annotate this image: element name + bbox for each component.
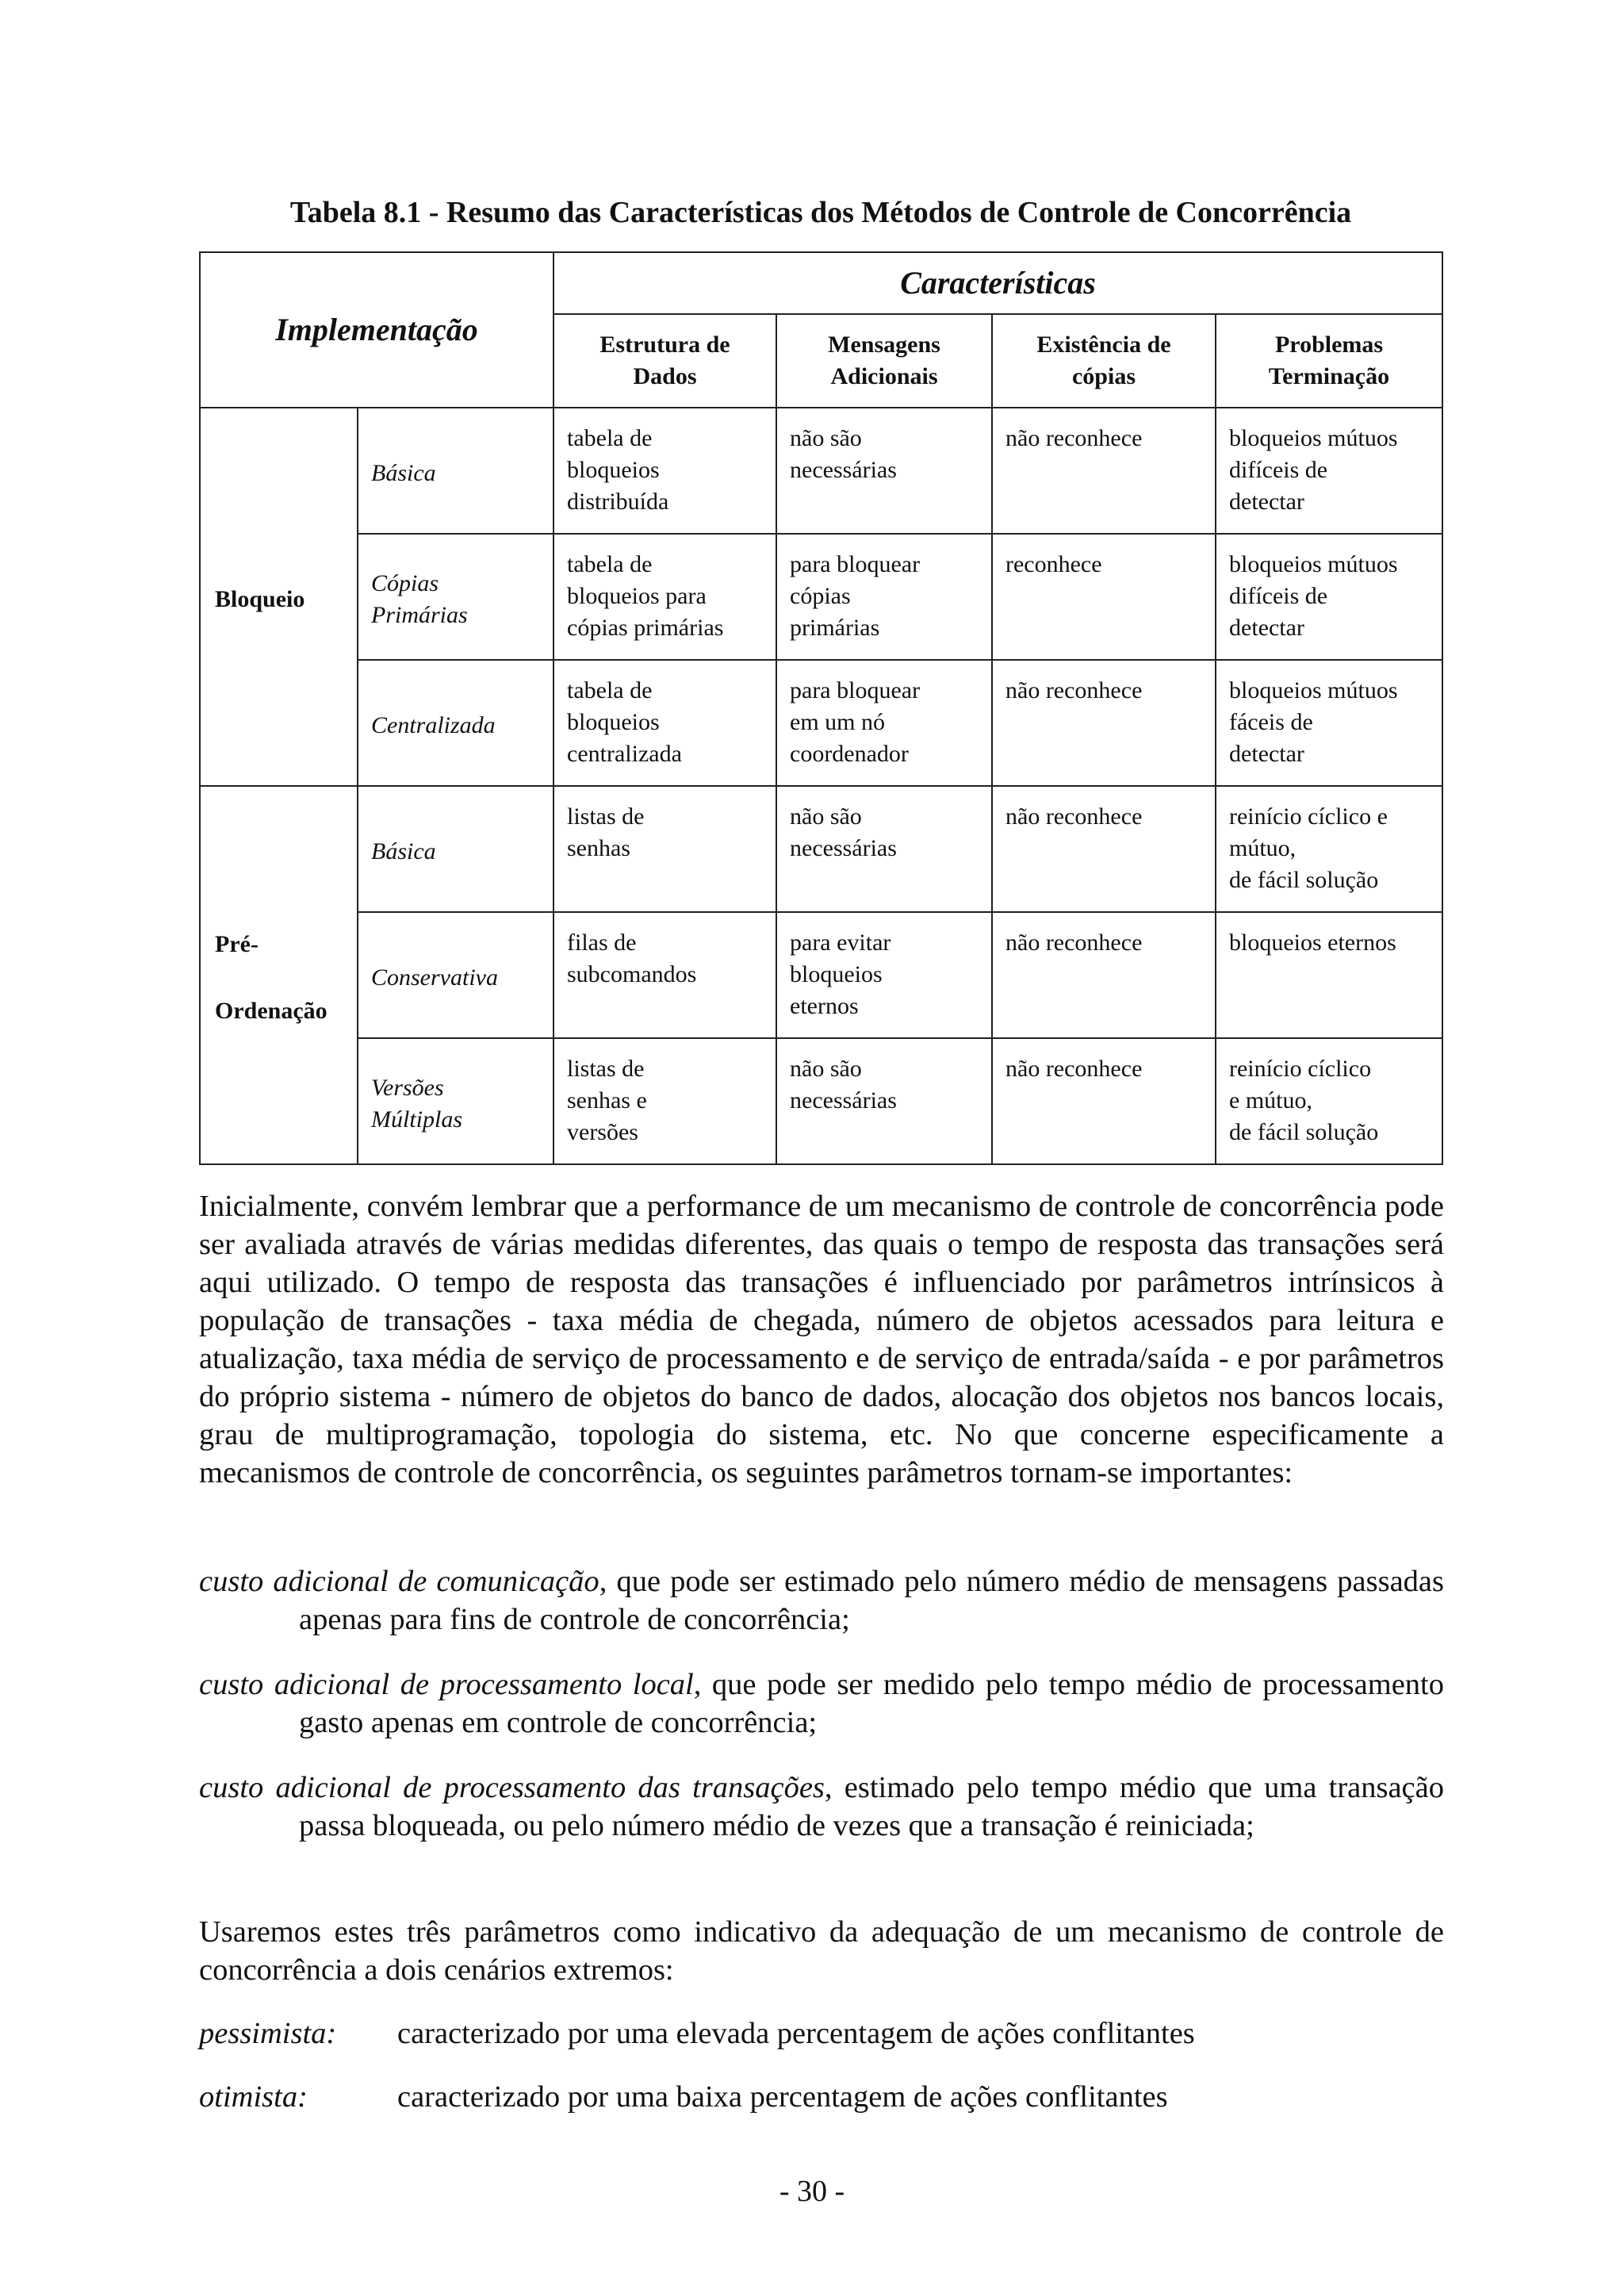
intro-paragraph: Inicialmente, convém lembrar que a performance de um mecanismo de controle de concorrência pode ser avaliada através de várias medidas diferentes, das quais o tempo de resposta das transações será aqui utilizado. O tempo de resposta das transações é influenciado por parâmetros intrínsicos à população de transações - taxa média de chegada, número de objetos acessados para leitura e atualização, taxa média de serviço de processamento e de serviço de entrada/saída - e por parâmetros do próprio sistema - número de objetos do banco de dados, alocação dos objetos nos bancos locais, grau de multiprogramação, topologia do sistema, etc. No que concerne especificamente a mecanismos de controle de concorrência, os seguintes parâmetros tornam-se importantes: xyxy=(199,1190,1444,1489)
table-cell: reinício cíclico e mútuo, de fácil solução xyxy=(1216,786,1442,912)
table-row xyxy=(200,660,1442,786)
table-cell: bloqueios eternos xyxy=(1216,912,1442,1038)
definition-item xyxy=(199,1769,1444,1845)
table-cell: reinício cíclico e mútuo, de fácil solução xyxy=(1216,1038,1442,1164)
definition-text: , estimado pelo tempo médio que uma transação passa bloqueada, ou pelo número médio de vezes que a transação é reiniciada; xyxy=(299,1771,1444,1842)
scenario-line xyxy=(199,2078,1444,2116)
table-title: Tabela 8.1 - Resumo das Características dos Métodos de Controle de Concorrência xyxy=(289,196,1352,229)
group-label-line: Pré- xyxy=(215,930,259,957)
variant-label: Básica xyxy=(358,408,553,534)
scenario-text: caracterizado por uma elevada percentagem de ações conflitantes xyxy=(397,2017,1195,2050)
table-row xyxy=(200,912,1442,1038)
definition-term: custo adicional de comunicação xyxy=(199,1565,599,1598)
table-cell: não reconhece xyxy=(992,786,1216,912)
definition-item xyxy=(199,1665,1444,1742)
table-cell: para bloquear em um nó coordenador xyxy=(776,660,992,786)
table-cell: não reconhece xyxy=(992,1038,1216,1164)
table-cell: para evitar bloqueios eternos xyxy=(776,912,992,1038)
table-cell: para bloquear cópias primárias xyxy=(776,534,992,660)
table-cell: listas de senhas xyxy=(553,786,776,912)
variant-label: Básica xyxy=(358,786,553,912)
group-label: Bloqueio xyxy=(200,408,358,786)
scenario-text: caracterizado por uma baixa percentagem de ações conflitantes xyxy=(397,2080,1168,2114)
table-cell: listas de senhas e versões xyxy=(553,1038,776,1164)
scenario-line xyxy=(199,2014,1444,2053)
definition-text: , que pode ser medido pelo tempo médio de processamento gasto apenas em controle de concorrência; xyxy=(299,1668,1444,1739)
table-cell: não são necessárias xyxy=(776,408,992,534)
column-header: Mensagens Adicionais xyxy=(776,314,992,408)
table-cell: tabela de bloqueios centralizada xyxy=(553,660,776,786)
table-cell: bloqueios mútuos fáceis de detectar xyxy=(1216,660,1442,786)
definition-text: , que pode ser estimado pelo número médio de mensagens passadas apenas para fins de controle de concorrência; xyxy=(299,1565,1444,1636)
summary-table xyxy=(199,251,1443,1165)
table-cell: bloqueios mútuos difíceis de detectar xyxy=(1216,534,1442,660)
definition-term: custo adicional de processamento local xyxy=(199,1668,694,1701)
definition-term: custo adicional de processamento das transações xyxy=(199,1771,825,1804)
table-cell: não reconhece xyxy=(992,912,1216,1038)
column-header: Existência de cópias xyxy=(992,314,1216,408)
scenario-label: otimista: xyxy=(199,2080,308,2114)
definition-item xyxy=(199,1562,1444,1639)
table-row xyxy=(200,786,1442,912)
group-label-line: Ordenação xyxy=(215,997,327,1024)
variant-label: Conservativa xyxy=(358,912,553,1038)
group-label xyxy=(200,786,358,1164)
variant-label: Cópias Primárias xyxy=(358,534,553,660)
table-row xyxy=(200,1038,1442,1164)
page-number: - 30 - xyxy=(779,2175,845,2208)
table-cell: não são necessárias xyxy=(776,786,992,912)
scenarios-paragraph: Usaremos estes três parâmetros como indicativo da adequação de um mecanismo de controle de concorrência a dois cenários extremos: xyxy=(199,1915,1444,1987)
implementation-header: Implementação xyxy=(200,252,553,408)
table-cell: bloqueios mútuos difíceis de detectar xyxy=(1216,408,1442,534)
table-row xyxy=(200,408,1442,534)
table-cell: não são necessárias xyxy=(776,1038,992,1164)
table-cell: reconhece xyxy=(992,534,1216,660)
column-header: Problemas Terminação xyxy=(1216,314,1442,408)
column-header: Estrutura de Dados xyxy=(553,314,776,408)
table-cell: tabela de bloqueios para cópias primárias xyxy=(553,534,776,660)
table-row xyxy=(200,534,1442,660)
variant-label: Versões Múltiplas xyxy=(358,1038,553,1164)
table-cell: não reconhece xyxy=(992,408,1216,534)
table-cell: não reconhece xyxy=(992,660,1216,786)
table-cell: tabela de bloqueios distribuída xyxy=(553,408,776,534)
characteristics-header: Características xyxy=(553,252,1442,314)
table-cell: filas de subcomandos xyxy=(553,912,776,1038)
variant-label: Centralizada xyxy=(358,660,553,786)
scenario-label: pessimista: xyxy=(199,2017,337,2050)
